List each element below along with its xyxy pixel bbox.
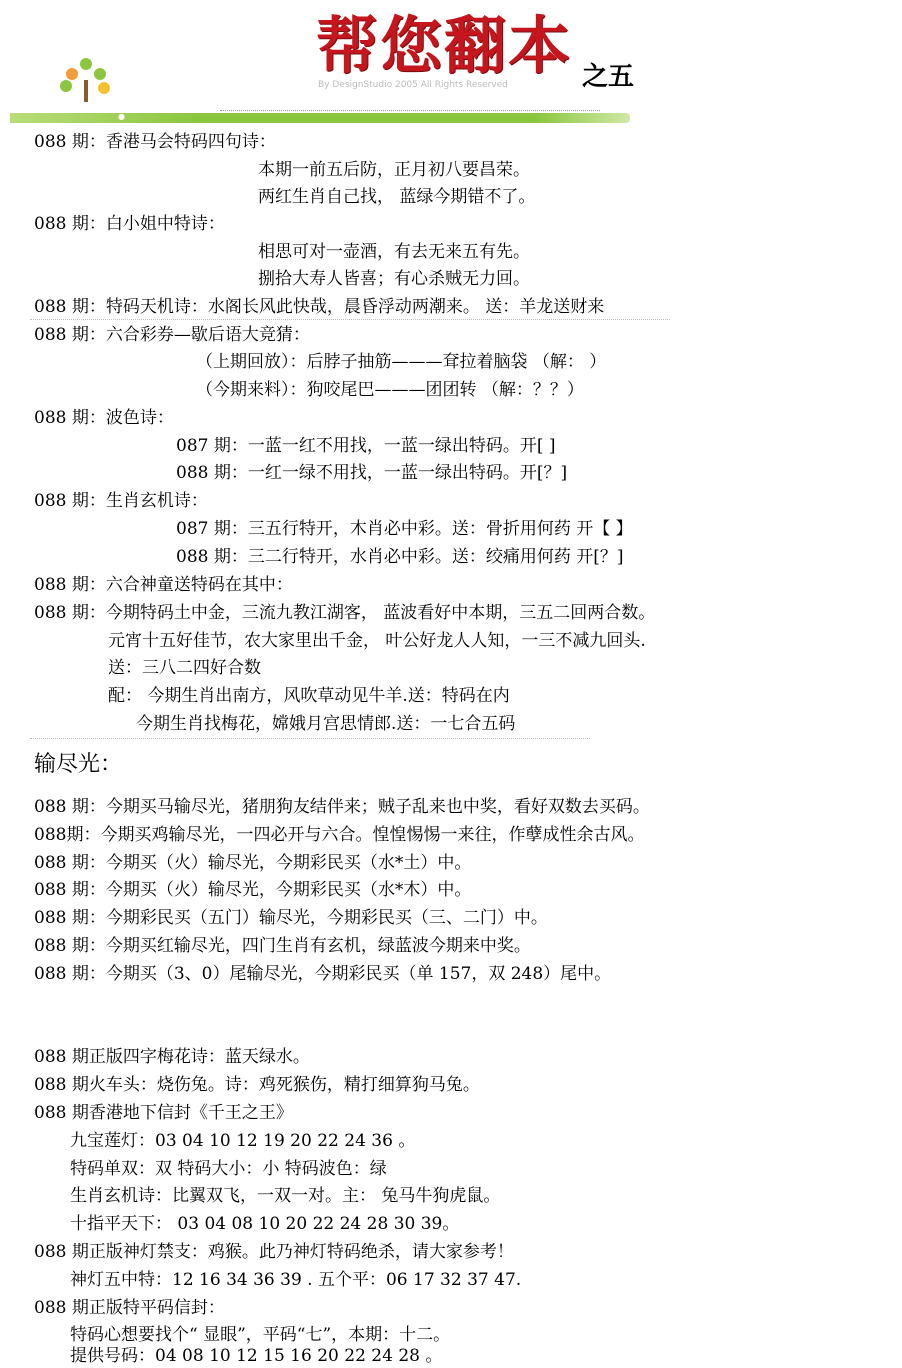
text-line: 088 期：今期彩民买（五门）输尽光，今期彩民买（三、二门）中。 <box>34 908 548 928</box>
text-line: 087 期：三五行特开，木肖必中彩。送：骨折用何药 开【 】 <box>176 519 633 539</box>
text-line: 088 期：今期买马输尽光，猪朋狗友结伴来；贼子乱来也中奖，看好双数去买码。 <box>34 797 650 817</box>
leaf-icon <box>66 68 78 80</box>
text-line: 特码心想要找个“ 显眼”，平码“七”，本期：十二。 <box>70 1325 451 1345</box>
text-line: 十指平天下： 03 04 08 10 20 22 24 28 30 39。 <box>70 1214 460 1234</box>
text-line: 088 期香港地下信封《千王之王》 <box>34 1103 293 1123</box>
text-line: 088 期：白小姐中特诗： <box>34 214 225 234</box>
text-line: 088期：今期买鸡输尽光，一四必开与六合。惶惶惕惕一来往，作孽成性余古风。 <box>34 825 645 845</box>
page-title: 帮您翻本 <box>316 9 573 82</box>
header-watermark: By DesignStudio 2005 All Rights Reserved <box>318 80 508 90</box>
text-line: 088 期正版特平码信封： <box>34 1298 225 1318</box>
page-subtitle: 之五 <box>582 62 635 92</box>
leaf-icon <box>60 80 72 92</box>
trunk-icon <box>84 80 88 102</box>
text-line: 本期一前五后防，正月初八要昌荣。 <box>258 160 530 180</box>
text-line: 088 期：六合彩券—歇后语大竞猜： <box>34 325 310 345</box>
text-line: 配： 今期生肖出南方，风吹草动见牛羊.送：特码在内 <box>108 686 510 706</box>
divider <box>30 738 590 739</box>
text-line: 088 期：生肖玄机诗： <box>34 491 208 511</box>
page-header <box>0 0 902 130</box>
text-line: 相思可对一壶酒，有去无来五有先。 <box>258 242 530 262</box>
text-line: 088 期：波色诗： <box>34 408 174 428</box>
text-line: 088 期：今期买（火）输尽光，今期彩民买（水*土）中。 <box>34 853 472 873</box>
text-line: 088 期：今期特码土中金，三流九教江湖客， 蓝波看好中本期，三五二回两合数。 <box>34 603 656 623</box>
text-line: 088 期：六合神童送特码在其中： <box>34 575 293 595</box>
text-line: 088 期：今期买红输尽光，四门生肖有玄机，绿蓝波今期来中奖。 <box>34 936 531 956</box>
text-line: 元宵十五好佳节，农大家里出千金， 叶公好龙人人知，一三不减九回头. <box>108 631 646 651</box>
text-line: 088 期：香港马会特码四句诗： <box>34 132 276 152</box>
section-heading: 输尽光： <box>34 752 123 777</box>
text-line: 088 期正版神灯禁支：鸡猴。此乃神灯特码绝杀，请大家参考！ <box>34 1242 514 1262</box>
text-line: 捌拾大寿人皆喜；有心杀贼无力回。 <box>258 269 530 289</box>
text-line: 088 期：三二行特开，水肖必中彩。送：绞痛用何药 开[？] <box>176 547 624 567</box>
text-line: 今期生肖找梅花，嫦娥月宫思情郎.送：一七合五码 <box>136 714 516 734</box>
text-line: 088 期：特码天机诗：水阁长风此快哉，晨昏浮动两潮来。 送：羊龙送财来 <box>34 297 605 317</box>
leaf-icon <box>80 58 92 70</box>
text-line: （今期来料）：狗咬尾巴———团团转 （解：？？） <box>196 380 584 400</box>
text-line: 088 期正版四字梅花诗：蓝天绿水。 <box>34 1047 310 1067</box>
divider <box>30 319 670 320</box>
text-line: 088 期火车头：烧伤兔。诗：鸡死猴伤，精打细算狗马兔。 <box>34 1075 480 1095</box>
text-line: 088 期：今期买（3、0）尾输尽光，今期彩民买（单 157，双 248）尾中。 <box>34 964 612 984</box>
text-line: 神灯五中特：12 16 34 36 39 . 五个平：06 17 32 37 47. <box>70 1270 522 1290</box>
header-divider <box>220 110 600 111</box>
text-line: 生肖玄机诗：比翼双飞，一双一对。主： 兔马牛狗虎鼠。 <box>70 1186 501 1206</box>
text-line: 087 期：一蓝一红不用找，一蓝一绿出特码。开[ ] <box>176 436 556 456</box>
text-line: （上期回放）：后脖子抽筋———耷拉着脑袋 （解： ） <box>196 352 607 372</box>
text-line: 088 期：今期买（火）输尽光，今期彩民买（水*木）中。 <box>34 880 472 900</box>
tree-logo-icon <box>58 58 114 108</box>
text-line: 提供号码：04 08 10 12 15 16 20 22 24 28 。 <box>70 1346 443 1366</box>
text-line: 送：三八二四好合数 <box>108 658 261 678</box>
text-line: 特码单双：双 特码大小：小 特码波色：绿 <box>70 1159 387 1179</box>
leaf-icon <box>94 68 106 80</box>
header-green-bar: ● <box>10 113 630 123</box>
leaf-icon <box>98 82 110 94</box>
text-line: 088 期：一红一绿不用找，一蓝一绿出特码。开[？] <box>176 463 568 483</box>
text-line: 两红生肖自己找， 蓝绿今期错不了。 <box>258 187 536 207</box>
text-line: 九宝莲灯：03 04 10 12 19 20 22 24 36 。 <box>70 1131 416 1151</box>
